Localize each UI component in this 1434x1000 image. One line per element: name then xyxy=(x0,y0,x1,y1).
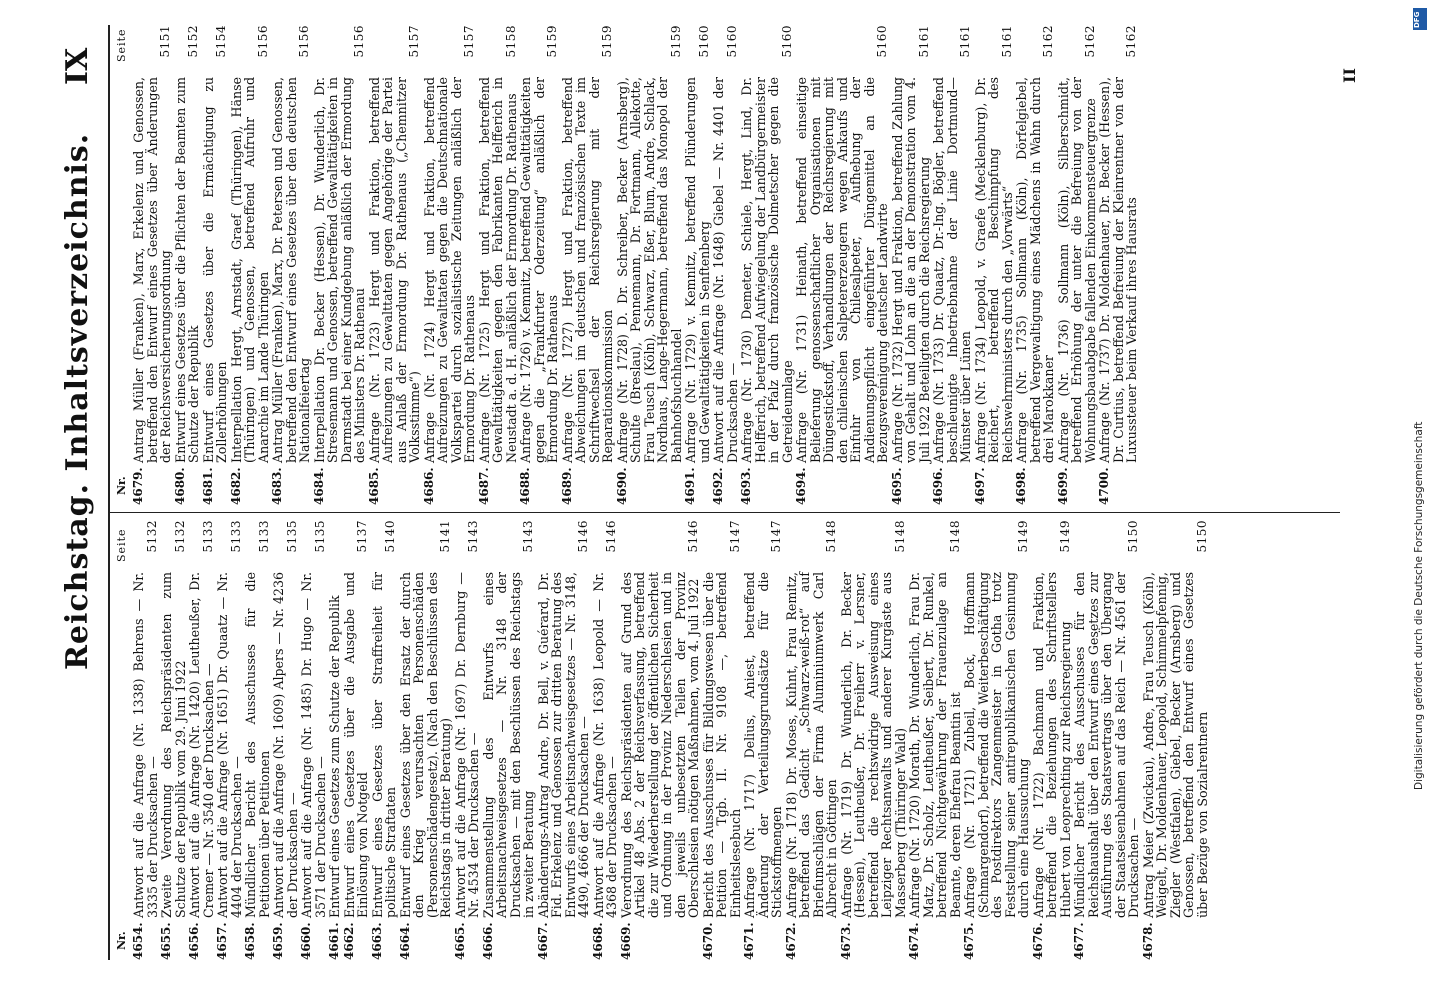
entry-number: 4679. xyxy=(131,467,145,505)
index-entry xyxy=(592,520,619,960)
seite-label-right: Seite xyxy=(115,28,128,62)
entry-page: 5137 xyxy=(355,520,369,553)
entry-text: Anfrage (Nr. 1731) Heinath, betreffend einseitige Belieferung genossenschaftlicher Organisationen mit Düngestickstoff, Verhandlungen der Reichsregierung mit den chilenischen Salpetererzeugern wegen Ankaufs und Einfuhr von Chilesalpeter, Aufhebung der Andienungspflicht eingeführter Düngemittel an die Bezugsvereinigung deutscher Landwirte xyxy=(794,77,890,463)
entry-page: 5159 xyxy=(668,25,683,58)
index-entry xyxy=(478,25,519,505)
entry-number: 4686. xyxy=(421,467,436,505)
index-entry xyxy=(272,520,299,960)
page-title: Reichstag. Inhaltsverzeichnis. xyxy=(60,132,95,670)
entry-page: 5161 xyxy=(916,25,931,58)
entry-number: 4654. xyxy=(131,922,145,960)
entry-page: 5143 xyxy=(521,520,535,553)
entry-number: 4696. xyxy=(931,467,945,505)
entry-page: 5158 xyxy=(503,25,518,58)
entry-page: 5143 xyxy=(466,520,480,553)
index-entry xyxy=(271,25,312,505)
entry-page: 5160 xyxy=(875,25,889,58)
index-entry xyxy=(202,25,229,505)
entry-number: 4668. xyxy=(590,922,605,960)
entry-page: 5157 xyxy=(462,25,476,58)
digitization-note-text: Digitalisierung gefördert durch die Deutsche Forschungsgemeinschaft xyxy=(1413,421,1425,790)
entry-page: 5159 xyxy=(600,25,614,58)
entry-text: Anfrage (Nr. 1728) D. Dr. Schreiber, Becker (Arnsberg), Schulte (Breslau), Pennemann, Dr. Fortmann, Allekotte, Frau Teusch (Köln), Schwarz, Eßer, Blum, Andre, Schlack, Nordhaus, Lange-Hegermann, betreffend das Monopol der Bahnhofsbuchhandel xyxy=(614,77,684,463)
digitization-note xyxy=(1413,10,1427,790)
entry-text: Interpellation Dr. Becker (Hessen), Dr. Wunderlich, Dr. Stresemann und Genossen, betreffend Gewalttätigkeiten in Darmstadt bei einer Kundgebung anläßlich der Ermordung des Ministers Dr. Rathenau xyxy=(311,77,367,463)
entry-text: Antwort auf die Anfrage (Nr. 1648) Giebel — Nr. 4401 der Drucksachen — xyxy=(711,77,740,463)
entry-page: 5149 xyxy=(1016,520,1030,553)
entry-number: 4670. xyxy=(700,922,715,960)
index-entry xyxy=(216,520,243,960)
entry-page: 5156 xyxy=(352,25,366,58)
entry-number: 4688. xyxy=(518,467,532,505)
entry-text: Abänderungs-Antrag Andre, Dr. Bell, v. Guérard, Dr. Fid. Erkelenz und Genossen zur dritten Beratung des Entwurfs eines Arbeitsnachweisgesetzes — Nr. 3148, 4490, 4666 der Drucksachen — xyxy=(535,572,591,918)
entry-text: Antrag Müller (Franken), Marx, Erkelenz und Genossen, betreffend den Entwurf eines Gesetzes über Änderungen der Reichsversicherungsordnung xyxy=(131,77,173,463)
entry-page: 5141 xyxy=(438,520,452,553)
entry-page: 5157 xyxy=(407,25,421,58)
entry-page: 5156 xyxy=(255,25,270,58)
nr-label-right: Nr. xyxy=(115,476,128,495)
entry-text: Zusammenstellung des Entwurfs eines Arbeitsnachweisgesetzes — Nr. 3148 der Drucksachen — mit den Beschlüssen des Reichstags in zweiter Beratung xyxy=(480,572,536,918)
left-column xyxy=(132,520,1210,960)
index-entry xyxy=(482,520,536,960)
entry-text: Mündlicher Bericht des Ausschusses für den Reichshaushalt über den Entwurf eines Gesetzes zur Ausführung des Staatsvertrags über den Übergang der Staatseisenbahnen auf das Reich — Nr. 4561 der Drucksachen — xyxy=(1072,572,1141,918)
entry-number: 4694. xyxy=(794,467,808,505)
index-entry xyxy=(313,25,367,505)
index-entry xyxy=(963,520,1031,960)
entry-page: 5148 xyxy=(824,520,838,553)
index-entry xyxy=(740,25,794,505)
entry-number: 4657. xyxy=(215,922,229,960)
entry-page: 5150 xyxy=(1194,520,1209,553)
header-rule xyxy=(108,25,110,960)
entry-page: 5161 xyxy=(999,25,1014,58)
index-entry xyxy=(343,520,370,960)
index-entry xyxy=(712,25,739,505)
entry-page: 5152 xyxy=(186,25,200,58)
entry-number: 4671. xyxy=(742,922,756,960)
entry-number: 4674. xyxy=(907,922,921,960)
entry-text: Antwort auf die Anfrage (Nr. 1697) Dr. Dernburg — Nr. 4534 der Drucksachen — xyxy=(452,572,481,918)
index-entry xyxy=(932,25,973,505)
index-entry xyxy=(188,520,215,960)
entry-text: Anfrage (Nr. 1735) Sollmann (Köln), Dörfelgiebel, betreffend Vergewaltigung eines Mädchens in Wahn durch drei Marokkaner xyxy=(1014,77,1056,463)
entry-page: 5146 xyxy=(604,520,618,553)
entry-page: 5133 xyxy=(228,520,243,553)
entry-number: 4673. xyxy=(838,922,853,960)
index-entry xyxy=(423,25,477,505)
index-entry xyxy=(620,520,701,960)
index-entry xyxy=(399,520,453,960)
entry-page: 5156 xyxy=(297,25,311,58)
index-entry xyxy=(371,520,398,960)
index-entry xyxy=(1098,25,1139,505)
entry-text: Anfrage (Nr. 1732) Hergt und Fraktion, betreffend Zahlung von Gehalt und Lohn an die an der Demonstration vom 4. Juli 1922 Beteiligten durch die Reichsregierung xyxy=(889,77,932,463)
dfg-logo-text: DFG xyxy=(1413,11,1421,28)
index-entry xyxy=(743,520,784,960)
entry-text: Anfrage (Nr. 1737) Dr. Moldenhauer, Dr. Becker (Hessen), Dr. Curtius, betreffend Befreiung der Kleinrentner von der Luxussteuer beim Verkauf ihres Hausrats xyxy=(1097,77,1139,463)
index-entry xyxy=(616,25,684,505)
entry-number: 4699. xyxy=(1055,467,1070,505)
entry-number: 4665. xyxy=(452,922,467,960)
entry-number: 4690. xyxy=(614,467,629,505)
entry-number: 4692. xyxy=(711,467,725,505)
nr-label-left: Nr. xyxy=(115,931,128,950)
entry-text: Entwurf eines Gesetzes zum Schutze der Republik xyxy=(327,595,342,918)
entry-text: Anfrage (Nr. 1729) v. Kemnitz, betreffend Plünderungen und Gewalttätigkeiten in Senftenberg xyxy=(683,77,712,463)
entry-number: 4681. xyxy=(200,467,215,505)
entry-text: Anfrage (Nr. 1726) v. Kemnitz, betreffend Gewalttätigkeiten gegen die „Frankfurter Oderzeitung“ anläßlich der Ermordung Dr. Rathenaus xyxy=(518,77,560,463)
index-entry xyxy=(328,520,342,960)
entry-text: Anfrage (Nr. 1725) Hergt und Fraktion, betreffend Gewalttätigkeiten gegen den Fabrikanten Helfferich in Neustadt a. d. H. anläßlich der Ermordung Dr. Rathenaus xyxy=(476,77,519,463)
entry-page: 5160 xyxy=(724,25,739,58)
index-entry xyxy=(244,520,271,960)
entry-page: 5146 xyxy=(576,520,590,553)
entry-number: 4662. xyxy=(341,922,356,960)
index-entry xyxy=(908,520,962,960)
column-divider xyxy=(110,512,1340,513)
entry-text: Antwort auf die Anfrage (Nr. 1609) Alpers — Nr. 4236 der Drucksachen — xyxy=(271,572,300,918)
entry-page: 5162 xyxy=(1082,25,1097,58)
entry-number: 4661. xyxy=(327,922,341,960)
entry-text: Entwurf eines Gesetzes über den Ersatz der durch den Krieg verursachten Personenschäden (Personenschädengesetz). (Nach den Beschlüssen des Reichstags in dritter Beratung) xyxy=(397,571,453,918)
entry-number: 4663. xyxy=(369,922,384,960)
entry-number: 4683. xyxy=(270,467,284,505)
entry-text: Entwurf eines Gesetzes über die Ermächtigung zu Zollerhöhungen xyxy=(200,77,229,463)
entry-text: Antrag Meier (Zwickau), Andre, Frau Teusch (Köln), Weigelt, Dr. Moldenhauer, Leopold, Schimmelpfennig, Ziegler (Westfalen), Giebel, Becker (Arnsberg) und Genossen, betreffend den Entwurf eines Gesetzes über Bezüge von Sozialrentnern xyxy=(1140,572,1210,918)
entry-page: 5149 xyxy=(1057,520,1072,553)
entry-number: 4693. xyxy=(739,467,753,505)
entry-text: Anfrage (Nr. 1724) Hergt und Fraktion, betreffend Aufreizungen zu Gewalttaten gegen die Deutschnationale Volkspartei durch sozialistische Zeitungen anläßlich der Ermordung Dr. Rathenaus xyxy=(421,77,477,463)
entry-text: Anfrage (Nr. 1717) Delius, Aniest, betreffend Änderung der Verteilungsgrundsätze für die Stickstoffmengen xyxy=(742,572,784,918)
index-entry xyxy=(454,520,481,960)
entry-text: Anfrage (Nr. 1734) Leopold, v. Graefe (Mecklenburg), Dr. Reichert, betreffend Beschimpfung des Reichswehrministers durch den „Vorwärts“ xyxy=(972,77,1015,463)
entry-page: 5154 xyxy=(214,25,228,58)
index-entry xyxy=(1073,520,1141,960)
entry-text: Antwort auf die Anfrage (Nr. 1638) Leopold — Nr. 4368 der Drucksachen — xyxy=(590,572,619,918)
entry-number: 4660. xyxy=(299,922,313,960)
entry-text: Anfrage (Nr. 1718) Dr. Moses, Kuhnt, Frau Remitz, betreffend das Gedicht „Schwarz-weiß-rot“ auf Briefumschlägen der Firma Aluminiumwerk Carl Albrecht in Göttingen xyxy=(783,572,839,918)
entry-page: 5135 xyxy=(312,520,327,553)
entry-page: 5146 xyxy=(686,520,700,553)
entry-text: Anfrage (Nr. 1733) Dr. Quaatz, Dr.-Ing. Bögler, betreffend beschleunigte Inbetriebnahme der Linie Dortmund—Münster über Lünen xyxy=(931,77,973,463)
entry-number: 4678. xyxy=(1140,922,1155,960)
index-entry xyxy=(1032,520,1073,960)
index-entry xyxy=(785,520,839,960)
index-entry xyxy=(160,520,187,960)
entry-page: 5162 xyxy=(1041,25,1055,58)
entry-number: 4682. xyxy=(228,467,243,505)
entry-number: 4680. xyxy=(172,467,187,505)
index-entry xyxy=(561,25,615,505)
entry-text: Anfrage (Nr. 1721) Zubeil, Bock, Hoffmann (Schmargendorf), betreffend die Weiterbeschäftigung des Postdirektors Zangenmeister in Gotha trotz Feststellung seiner antirepublikanischen Gesinnung durch eine Haussuchung xyxy=(962,572,1031,918)
entry-page: 5150 xyxy=(1126,520,1140,553)
entry-text: Antwort auf die Anfrage (Nr. 1651) Dr. Quaatz — Nr. 4404 der Drucksachen — xyxy=(215,572,244,918)
page-number-roman: IX xyxy=(60,47,95,85)
entry-text: Entwurf eines Gesetzes über die Pflichten der Beamten zum Schutze der Republik xyxy=(172,77,201,463)
index-entry xyxy=(1057,25,1098,505)
entry-page: 5147 xyxy=(727,520,742,553)
entry-text: Anfrage (Nr. 1722) Bachmann und Fraktion, betreffend die Beziehungen des Schriftstellers Hubert von Leoprechting zur Reichsregierung xyxy=(1030,572,1073,918)
entry-page: 5148 xyxy=(892,520,907,553)
entry-number: 4666. xyxy=(480,922,495,960)
index-entry xyxy=(1142,520,1210,960)
entry-text: Antwort auf die Anfrage (Nr. 1485) Dr. Hugo — Nr. 3571 der Drucksachen — xyxy=(299,572,328,918)
index-entry xyxy=(368,25,422,505)
entry-text: Antrag Müller (Franken), Marx, Dr. Petersen und Genossen, betreffend den Entwurf eines Gesetzes über den deutschen Nationalfeiertag xyxy=(270,77,312,463)
index-entry xyxy=(132,520,159,960)
entry-text: Zweite Verordnung des Reichspräsidenten zum Schutze der Republik vom 29. Juni 1922 xyxy=(159,572,188,918)
entry-page: 5162 xyxy=(1124,25,1138,58)
entry-text: Anfrage (Nr. 1723) Hergt und Fraktion, betreffend Aufreizungen zu Gewalttaten gegen Angehörige der Partei aus Anlaß der Ermordung Dr. Rathenaus („Chemnitzer Volksstimme“) xyxy=(366,77,422,463)
entry-text: Antwort auf die Anfrage (Nr. 1420) Leutheußer, Dr. Cremer — Nr. 3540 der Drucksachen — xyxy=(187,572,216,918)
entry-page: 5135 xyxy=(284,520,299,553)
right-column xyxy=(132,25,1140,505)
index-entry xyxy=(702,520,743,960)
index-entry xyxy=(974,25,1015,505)
entry-page: 5132 xyxy=(144,520,159,553)
entry-text: Verordnung des Reichspräsidenten auf Grund des Artikel 48 Abs. 2 der Reichsverfassung, betreffend die zur Wiederherstellung der öffentlichen Sicherheit und Ordnung in der Provinz Niederschlesien und in den jeweils unbesetzten Teilen der Provinz Oberschlesien nötigen Maßnahmen, vom 4. Juli 1922 xyxy=(618,572,701,918)
entry-text: Anfrage (Nr. 1736) Sollmann (Köln), Silberschmidt, betreffend Erhöhung der unter die Befreiung von der Wohnungsbauabgabe fallenden Einkommensteuergrenze xyxy=(1055,77,1098,463)
index-entry xyxy=(1015,25,1056,505)
index-entry xyxy=(174,25,201,505)
entry-page: 5147 xyxy=(769,520,783,553)
entry-number: 4676. xyxy=(1030,922,1045,960)
entry-number: 4656. xyxy=(187,922,201,960)
entry-number: 4689. xyxy=(559,467,574,505)
dfg-logo xyxy=(1413,8,1427,30)
index-entry xyxy=(132,25,173,505)
entry-number: 4655. xyxy=(159,922,173,960)
entry-number: 4691. xyxy=(683,467,697,505)
entry-text: Mündlicher Bericht des Ausschusses für die Petitionen über Petitionen xyxy=(243,572,272,918)
entry-number: 4675. xyxy=(962,922,976,960)
index-entry xyxy=(840,520,908,960)
entry-page: 5161 xyxy=(958,25,972,58)
index-entry xyxy=(537,520,591,960)
index-entry xyxy=(795,25,890,505)
entry-number: 4700. xyxy=(1097,467,1111,505)
entry-text: Anfrage (Nr. 1730) Demeter, Schiele, Hergt, Lind, Dr. Helfferich, betreffend Aufwiegelung der Landbürgermeister in der Pfalz durch französische Dolmetscher gegen die Getreideumlage xyxy=(739,77,795,463)
entry-page: 5132 xyxy=(172,520,187,553)
entry-text: Interpellation Hergt, Arnstadt, Graef (Thüringen), Hänse (Thüringen) und Genossen, betreffend Aufruhr und Anarchie im Lande Thüringen xyxy=(228,77,271,463)
index-entry xyxy=(519,25,560,505)
entry-text: Entwurf eines Gesetzes über die Ausgabe und Einlösung von Notgeld xyxy=(341,572,370,918)
entry-text: Anfrage (Nr. 1719) Dr. Wunderlich, Dr. Becker (Hessen), Leutheußer, Dr. Freiherr v. Lersner, betreffend die rechtswidrige Ausweisung eines Leipziger Rechtsanwalts und anderer Kurgäste aus Masserberg (Thüringer Wald) xyxy=(838,572,908,918)
entry-page: 5140 xyxy=(383,520,397,553)
entry-number: 4684. xyxy=(311,467,326,505)
entry-number: 4698. xyxy=(1014,467,1028,505)
entry-text: Antwort auf die Anfrage (Nr. 1338) Behrens — Nr. 3335 der Drucksachen — xyxy=(131,572,160,918)
index-entry xyxy=(230,25,271,505)
entry-page: 5151 xyxy=(158,25,172,58)
index-entry xyxy=(684,25,711,505)
entry-page: 5160 xyxy=(696,25,711,58)
seite-label-left: Seite xyxy=(115,528,128,562)
entry-number: 4667. xyxy=(535,922,550,960)
entry-text: Bericht des Ausschusses für Bildungswesen über die Petition — Tgb. II. Nr. 9108 —, betreffend Einheitslesebuch xyxy=(700,572,743,918)
entry-number: 4664. xyxy=(397,922,412,960)
entry-page: 5160 xyxy=(779,25,794,58)
entry-text: Anfrage (Nr. 1727) Hergt und Fraktion, betreffend Abweichungen im deutschen und französischen Texte im Schriftwechsel der Reichsregierung mit der Reparationskommission xyxy=(559,77,615,463)
entry-page: 5159 xyxy=(545,25,559,58)
index-entry xyxy=(891,25,932,505)
entry-page: 5148 xyxy=(947,520,962,553)
entry-number: 4677. xyxy=(1072,922,1086,960)
footer-mark: II xyxy=(1340,68,1359,83)
entry-number: 4669. xyxy=(618,922,633,960)
entry-number: 4697. xyxy=(972,467,987,505)
entry-number: 4658. xyxy=(243,922,257,960)
index-entry xyxy=(300,520,327,960)
entry-number: 4659. xyxy=(271,922,285,960)
entry-page: 5133 xyxy=(200,520,215,553)
entry-number: 4695. xyxy=(889,467,904,505)
entry-text: Entwurf eines Gesetzes über Straffreiheit für politische Straftaten xyxy=(369,572,398,918)
entry-page: 5133 xyxy=(256,520,271,553)
entry-number: 4687. xyxy=(476,467,491,505)
entry-text: Anfrage (Nr. 1720) Morath, Dr. Wunderlich, Frau Dr. Matz, Dr. Scholz, Leutheußer, Seibert, Dr. Runkel, betreffend Nichtgewährung der Frauenzulage an Beamte, deren Ehefrau Beamtin ist xyxy=(907,572,963,918)
entry-number: 4672. xyxy=(783,922,798,960)
entry-number: 4685. xyxy=(366,467,381,505)
